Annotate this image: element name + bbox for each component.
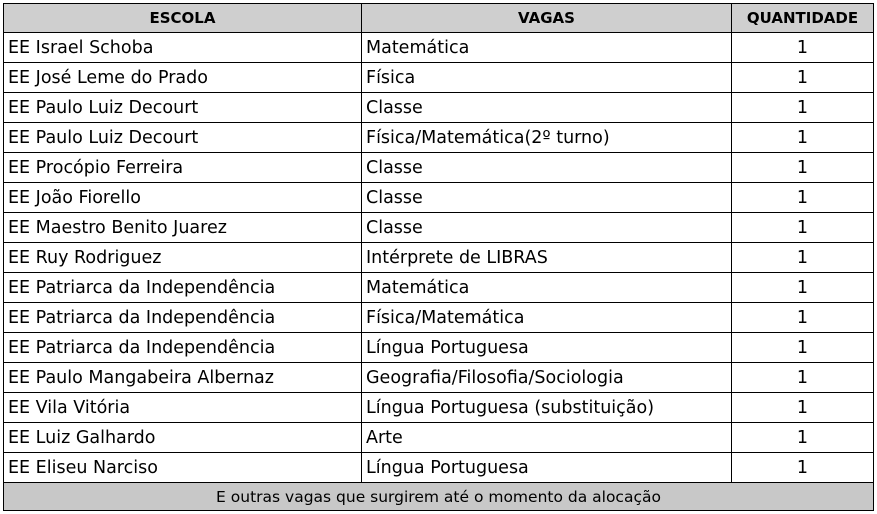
cell-escola: EE José Leme do Prado (4, 63, 362, 93)
cell-vaga: Classe (362, 183, 732, 213)
cell-escola: EE Paulo Luiz Decourt (4, 123, 362, 153)
footer-note: E outras vagas que surgirem até o momento da alocação (4, 483, 874, 511)
cell-vaga: Classe (362, 213, 732, 243)
cell-vaga: Geografia/Filosofia/Sociologia (362, 363, 732, 393)
cell-escola: EE Luiz Galhardo (4, 423, 362, 453)
header-row (4, 4, 874, 33)
table-header (4, 4, 874, 33)
cell-quantidade: 1 (732, 423, 874, 453)
table-row (4, 153, 874, 183)
cell-quantidade: 1 (732, 453, 874, 483)
column-header-escola: ESCOLA (4, 4, 362, 33)
cell-escola: EE Patriarca da Independência (4, 333, 362, 363)
cell-quantidade: 1 (732, 93, 874, 123)
cell-vaga: Matemática (362, 33, 732, 63)
cell-vaga: Física (362, 63, 732, 93)
cell-escola: EE Patriarca da Independência (4, 303, 362, 333)
cell-quantidade: 1 (732, 363, 874, 393)
cell-escola: EE Vila Vitória (4, 393, 362, 423)
table-row (4, 363, 874, 393)
table-row (4, 303, 874, 333)
cell-vaga: Intérprete de LIBRAS (362, 243, 732, 273)
column-header-vagas: VAGAS (362, 4, 732, 33)
cell-quantidade: 1 (732, 63, 874, 93)
table-footer (4, 483, 874, 511)
cell-escola: EE Israel Schoba (4, 33, 362, 63)
cell-vaga: Classe (362, 93, 732, 123)
cell-quantidade: 1 (732, 213, 874, 243)
table-row (4, 273, 874, 303)
cell-vaga: Língua Portuguesa (substituição) (362, 393, 732, 423)
cell-quantidade: 1 (732, 273, 874, 303)
cell-quantidade: 1 (732, 393, 874, 423)
cell-vaga: Arte (362, 423, 732, 453)
table-row (4, 243, 874, 273)
table-row (4, 123, 874, 153)
cell-quantidade: 1 (732, 153, 874, 183)
cell-escola: EE Eliseu Narciso (4, 453, 362, 483)
cell-escola: EE João Fiorello (4, 183, 362, 213)
cell-quantidade: 1 (732, 183, 874, 213)
table-row (4, 183, 874, 213)
cell-quantidade: 1 (732, 333, 874, 363)
footer-row (4, 483, 874, 511)
cell-escola: EE Paulo Mangabeira Albernaz (4, 363, 362, 393)
table-body (4, 33, 874, 483)
cell-escola: EE Ruy Rodriguez (4, 243, 362, 273)
cell-escola: EE Paulo Luiz Decourt (4, 93, 362, 123)
cell-vaga: Classe (362, 153, 732, 183)
cell-quantidade: 1 (732, 303, 874, 333)
vacancies-sheet (3, 3, 873, 511)
cell-quantidade: 1 (732, 33, 874, 63)
cell-escola: EE Patriarca da Independência (4, 273, 362, 303)
cell-escola: EE Procópio Ferreira (4, 153, 362, 183)
column-header-quantidade: QUANTIDADE (732, 4, 874, 33)
cell-quantidade: 1 (732, 243, 874, 273)
cell-vaga: Física/Matemática (362, 303, 732, 333)
table-row (4, 93, 874, 123)
table-row (4, 423, 874, 453)
cell-vaga: Língua Portuguesa (362, 333, 732, 363)
cell-vaga: Física/Matemática(2º turno) (362, 123, 732, 153)
cell-vaga: Língua Portuguesa (362, 453, 732, 483)
cell-vaga: Matemática (362, 273, 732, 303)
vacancies-table (3, 3, 874, 511)
table-row (4, 453, 874, 483)
table-row (4, 33, 874, 63)
table-row (4, 393, 874, 423)
cell-escola: EE Maestro Benito Juarez (4, 213, 362, 243)
table-row (4, 63, 874, 93)
cell-quantidade: 1 (732, 123, 874, 153)
table-row (4, 213, 874, 243)
table-row (4, 333, 874, 363)
